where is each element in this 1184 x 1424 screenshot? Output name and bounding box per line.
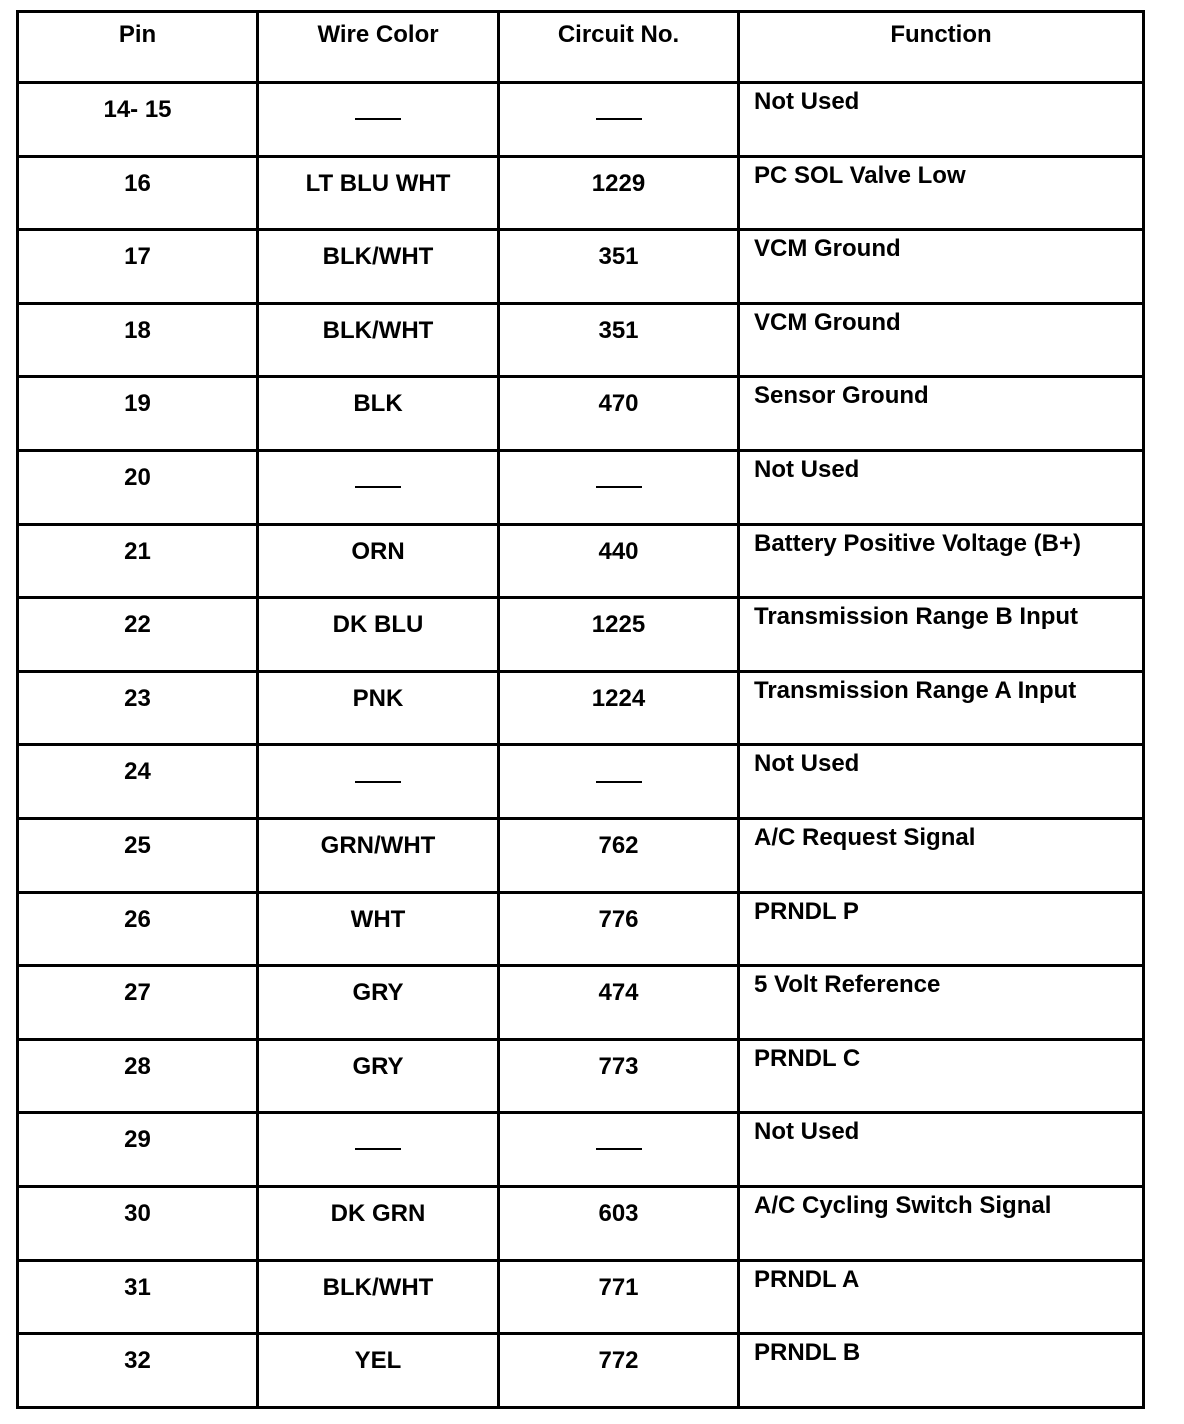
function-cell: Not Used [739, 745, 1144, 819]
function-cell: Not Used [739, 1113, 1144, 1187]
wire-color-cell: GRN/WHT [258, 818, 499, 892]
table-row [18, 1113, 1144, 1187]
wire-color-cell: ORN [258, 524, 499, 598]
function-cell: Battery Positive Voltage (B+) [739, 524, 1144, 598]
header-wire-color: Wire Color [258, 12, 499, 83]
table-row [18, 1186, 1144, 1260]
table-row [18, 1260, 1144, 1334]
wire-color-cell: BLK [258, 377, 499, 451]
pin-cell: 21 [18, 524, 258, 598]
header-circuit-no: Circuit No. [499, 12, 739, 83]
empty-dash [596, 117, 642, 120]
function-cell: PRNDL C [739, 1039, 1144, 1113]
wire-color-cell: DK GRN [258, 1186, 499, 1260]
function-cell: Not Used [739, 450, 1144, 524]
circuit-no-cell: 351 [499, 303, 739, 377]
empty-dash [596, 1147, 642, 1150]
table-row [18, 1334, 1144, 1408]
empty-dash [355, 117, 401, 120]
function-cell: PRNDL B [739, 1334, 1144, 1408]
wire-color-cell: WHT [258, 892, 499, 966]
table-row [18, 892, 1144, 966]
wire-color-cell: YEL [258, 1334, 499, 1408]
table-row [18, 156, 1144, 230]
pin-cell: 28 [18, 1039, 258, 1113]
table-row [18, 1039, 1144, 1113]
empty-dash [596, 780, 642, 783]
function-cell: PRNDL A [739, 1260, 1144, 1334]
wire-color-cell [258, 1113, 499, 1187]
table-row [18, 745, 1144, 819]
empty-dash [355, 780, 401, 783]
wire-color-cell: DK BLU [258, 598, 499, 672]
pin-cell: 32 [18, 1334, 258, 1408]
empty-dash [355, 1147, 401, 1150]
table-row [18, 230, 1144, 304]
pin-cell: 16 [18, 156, 258, 230]
table-row [18, 83, 1144, 157]
table-row [18, 818, 1144, 892]
function-cell: PRNDL P [739, 892, 1144, 966]
function-cell: A/C Cycling Switch Signal [739, 1186, 1144, 1260]
table-row [18, 598, 1144, 672]
pin-cell: 26 [18, 892, 258, 966]
function-cell: Transmission Range A Input [739, 671, 1144, 745]
function-cell: Sensor Ground [739, 377, 1144, 451]
pin-cell: 31 [18, 1260, 258, 1334]
pin-cell: 14- 15 [18, 83, 258, 157]
pin-cell: 27 [18, 966, 258, 1040]
circuit-no-cell [499, 1113, 739, 1187]
circuit-no-cell: 1229 [499, 156, 739, 230]
circuit-no-cell: 351 [499, 230, 739, 304]
wire-color-cell [258, 450, 499, 524]
pin-cell: 18 [18, 303, 258, 377]
function-cell: Not Used [739, 83, 1144, 157]
circuit-no-cell [499, 83, 739, 157]
circuit-no-cell: 771 [499, 1260, 739, 1334]
header-pin: Pin [18, 12, 258, 83]
wire-color-cell [258, 83, 499, 157]
circuit-no-cell: 603 [499, 1186, 739, 1260]
circuit-no-cell: 772 [499, 1334, 739, 1408]
wire-color-cell: LT BLU WHT [258, 156, 499, 230]
empty-dash [596, 485, 642, 488]
table-row [18, 377, 1144, 451]
table-row [18, 303, 1144, 377]
circuit-no-cell [499, 450, 739, 524]
table-header [18, 12, 1144, 83]
table-row [18, 966, 1144, 1040]
circuit-no-cell: 1225 [499, 598, 739, 672]
wire-color-cell: BLK/WHT [258, 230, 499, 304]
function-cell: A/C Request Signal [739, 818, 1144, 892]
pin-cell: 23 [18, 671, 258, 745]
circuit-no-cell: 773 [499, 1039, 739, 1113]
table-body [18, 83, 1144, 1408]
circuit-no-cell: 762 [499, 818, 739, 892]
pin-cell: 20 [18, 450, 258, 524]
wire-color-cell: BLK/WHT [258, 1260, 499, 1334]
pin-cell: 22 [18, 598, 258, 672]
circuit-no-cell [499, 745, 739, 819]
function-cell: PC SOL Valve Low [739, 156, 1144, 230]
pin-cell: 25 [18, 818, 258, 892]
wire-color-cell: BLK/WHT [258, 303, 499, 377]
table-row [18, 671, 1144, 745]
circuit-no-cell: 1224 [499, 671, 739, 745]
pin-cell: 17 [18, 230, 258, 304]
function-cell: 5 Volt Reference [739, 966, 1144, 1040]
wire-color-cell [258, 745, 499, 819]
pin-cell: 24 [18, 745, 258, 819]
function-cell: Transmission Range B Input [739, 598, 1144, 672]
header-function: Function [739, 12, 1144, 83]
circuit-no-cell: 474 [499, 966, 739, 1040]
circuit-no-cell: 440 [499, 524, 739, 598]
pin-cell: 30 [18, 1186, 258, 1260]
function-cell: VCM Ground [739, 230, 1144, 304]
empty-dash [355, 485, 401, 488]
connector-pinout-table [16, 10, 1145, 1409]
wire-color-cell: GRY [258, 1039, 499, 1113]
wire-color-cell: PNK [258, 671, 499, 745]
pin-cell: 29 [18, 1113, 258, 1187]
pin-cell: 19 [18, 377, 258, 451]
circuit-no-cell: 470 [499, 377, 739, 451]
function-cell: VCM Ground [739, 303, 1144, 377]
table-row [18, 450, 1144, 524]
header-row [18, 12, 1144, 83]
circuit-no-cell: 776 [499, 892, 739, 966]
table-row [18, 524, 1144, 598]
wire-color-cell: GRY [258, 966, 499, 1040]
